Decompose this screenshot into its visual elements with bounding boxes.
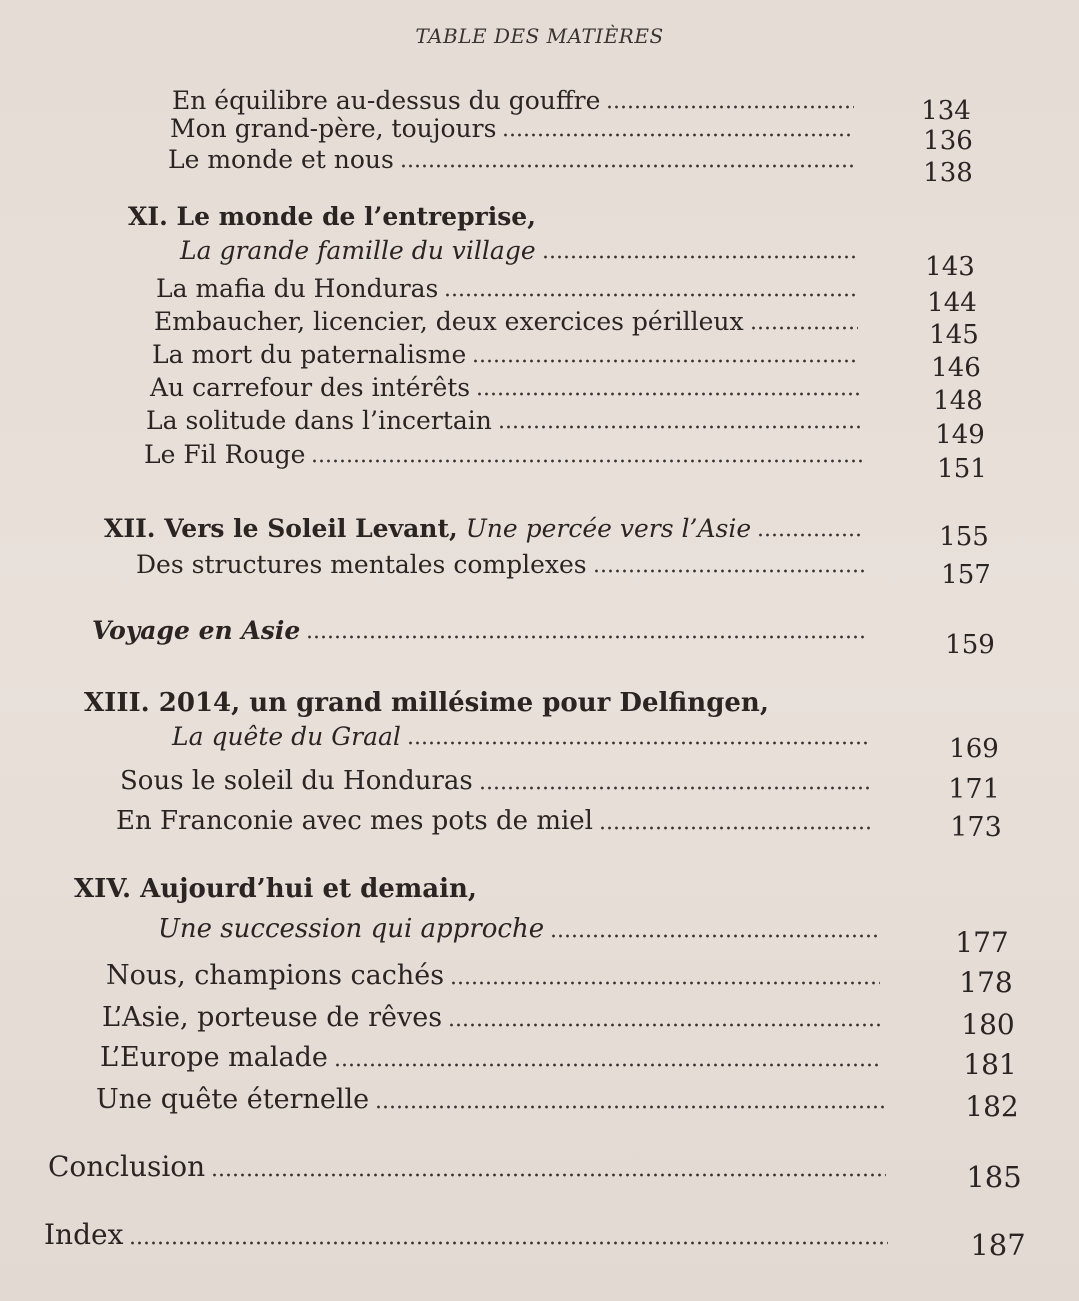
toc-entry xyxy=(144,440,868,469)
toc-entry xyxy=(150,373,866,402)
dot-leader xyxy=(211,1173,886,1177)
entry-title: La quête du Graal xyxy=(172,722,401,751)
running-head: TABLE DES MATIÈRES xyxy=(415,24,664,48)
entry-title: Des structures mentales complexes xyxy=(136,550,587,579)
entry-title xyxy=(104,514,751,543)
entry-title: Au carrefour des intérêts xyxy=(150,373,471,402)
page-number: 146 xyxy=(931,353,981,383)
chapter-heading: XIV. Aujourd’hui et demain, xyxy=(74,874,477,904)
toc-entry xyxy=(146,406,866,435)
toc-entry xyxy=(120,766,878,796)
entry-title: Mon grand-père, toujours xyxy=(170,114,497,143)
toc-entry xyxy=(180,236,862,265)
page-number: 171 xyxy=(948,774,1000,805)
page-number: 155 xyxy=(939,522,989,552)
page-number: 182 xyxy=(965,1090,1019,1123)
toc-entry xyxy=(104,514,870,543)
page-number: 185 xyxy=(966,1160,1022,1194)
entry-title: Une quête éternelle xyxy=(96,1084,370,1115)
dot-leader xyxy=(757,533,864,537)
entry-title: Nous, champions cachés xyxy=(106,960,445,991)
chapter-heading: XII. Vers le Soleil Levant, xyxy=(104,514,458,543)
entry-title: En équilibre au-dessus du gouffre xyxy=(172,86,601,115)
dot-leader xyxy=(479,786,872,790)
toc-entry xyxy=(100,1042,888,1073)
page-number: 159 xyxy=(945,630,995,660)
toc-entry xyxy=(156,274,862,303)
dot-leader xyxy=(476,392,860,396)
page-number: 149 xyxy=(935,420,985,450)
toc-entry xyxy=(102,1002,888,1033)
chapter-heading: XIII. 2014, un grand millésime pour Delfingen, xyxy=(84,688,769,718)
dot-leader xyxy=(498,425,860,429)
dot-leader xyxy=(472,359,858,363)
dot-leader xyxy=(306,635,868,639)
toc-entry xyxy=(154,307,864,336)
toc-entry xyxy=(172,86,860,115)
dot-leader xyxy=(334,1063,882,1067)
page-number: 181 xyxy=(963,1048,1017,1081)
entry-title: Le monde et nous xyxy=(168,145,394,174)
page-number: 173 xyxy=(950,812,1002,843)
toc-entry xyxy=(106,960,886,991)
page-number: 148 xyxy=(933,386,983,416)
entry-title: En Franconie avec mes pots de miel xyxy=(116,806,594,836)
dot-leader xyxy=(550,934,878,938)
dot-leader xyxy=(448,1023,882,1027)
dot-leader xyxy=(502,133,854,137)
entry-title: La mafia du Honduras xyxy=(156,274,439,303)
entry-title: Sous le soleil du Honduras xyxy=(120,766,473,796)
entry-title: Embaucher, licencier, deux exercices périlleux xyxy=(154,307,744,336)
dot-leader xyxy=(311,459,862,463)
dot-leader xyxy=(450,981,880,985)
page-number: 169 xyxy=(949,734,999,764)
entry-title: La grande famille du village xyxy=(180,236,536,265)
page-number: 187 xyxy=(970,1228,1026,1262)
chapter-heading: XI. Le monde de l’entreprise, xyxy=(128,202,536,231)
page-number: 134 xyxy=(921,96,971,126)
dot-leader xyxy=(599,826,874,830)
page-number: 136 xyxy=(923,126,973,156)
entry-title: Conclusion xyxy=(48,1150,206,1183)
dot-leader xyxy=(542,255,856,259)
toc-entry xyxy=(44,1218,894,1251)
toc-entry xyxy=(116,806,880,836)
page-number: 157 xyxy=(941,560,991,590)
toc-entry xyxy=(152,340,864,369)
entry-title: Index xyxy=(44,1218,124,1251)
page-number: 143 xyxy=(925,252,975,282)
toc-entry xyxy=(92,616,874,645)
dot-leader xyxy=(129,1241,888,1245)
toc-entry xyxy=(170,114,860,143)
toc-entry xyxy=(48,1150,892,1183)
toc-entry xyxy=(158,914,884,944)
entry-title: La mort du paternalisme xyxy=(152,340,467,369)
page-number: 151 xyxy=(937,454,987,484)
entry-title: Une succession qui approche xyxy=(158,914,545,944)
dot-leader xyxy=(407,741,870,745)
page-number: 144 xyxy=(927,288,977,318)
dot-leader xyxy=(606,105,854,109)
entry-title: L’Europe malade xyxy=(100,1042,328,1073)
entry-title: La solitude dans l’incertain xyxy=(146,406,492,435)
entry-title: Le Fil Rouge xyxy=(144,440,306,469)
toc-entry xyxy=(96,1084,890,1115)
page-number: 138 xyxy=(923,158,973,188)
entry-title: L’Asie, porteuse de rêves xyxy=(102,1002,443,1033)
dot-leader xyxy=(750,326,858,330)
toc-entry xyxy=(172,722,876,751)
page-number: 178 xyxy=(959,966,1013,999)
dot-leader xyxy=(375,1105,884,1109)
chapter-subtitle: Une percée vers l’Asie xyxy=(465,514,752,543)
entry-title: Voyage en Asie xyxy=(92,616,301,645)
dot-leader xyxy=(444,293,856,297)
page-number: 177 xyxy=(955,926,1009,959)
page-number: 180 xyxy=(961,1008,1015,1041)
toc-entry xyxy=(136,550,872,579)
dot-leader xyxy=(593,569,866,573)
toc-entry xyxy=(168,145,860,174)
dot-leader xyxy=(400,164,854,168)
page-number: 145 xyxy=(929,320,979,350)
